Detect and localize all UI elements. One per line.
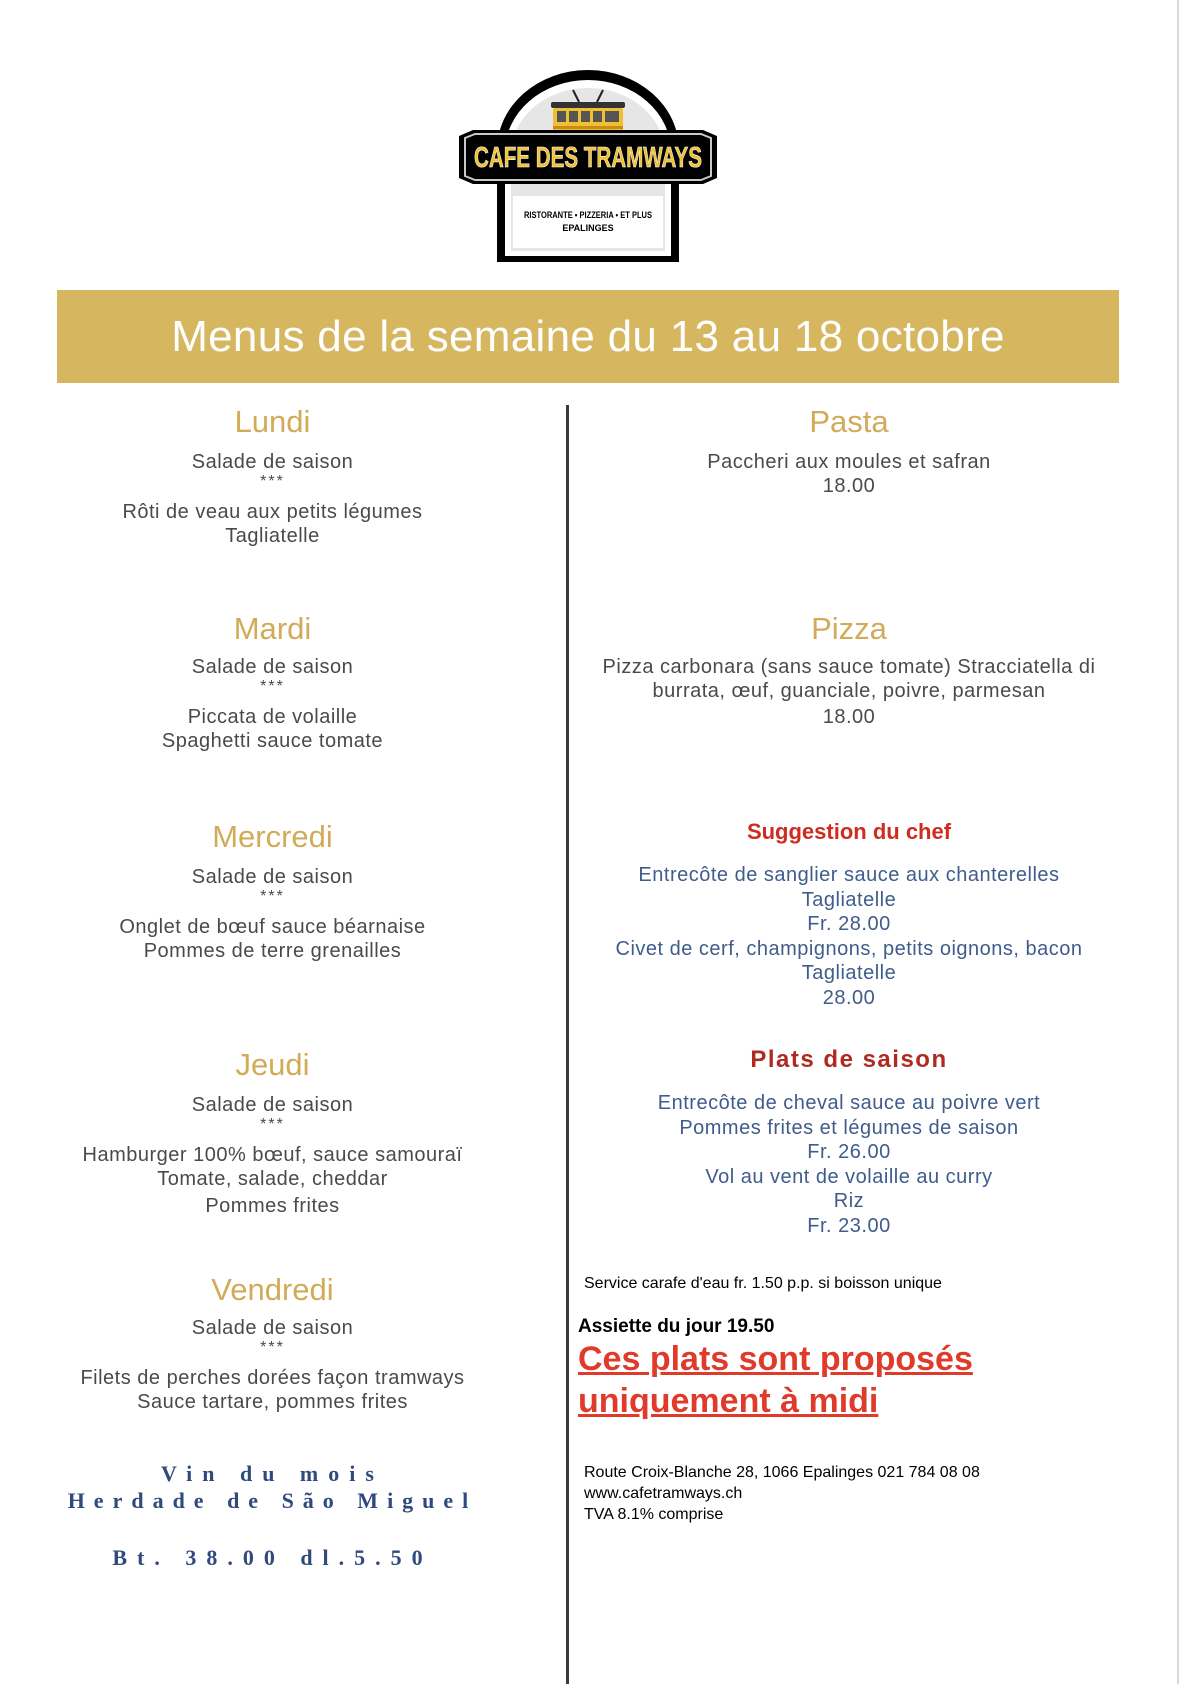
day-separator: *** <box>260 678 285 695</box>
chef-section <box>575 817 1123 1010</box>
chef-line: 28.00 <box>822 986 876 1009</box>
cafe-logo <box>455 70 721 270</box>
chef-line: Fr. 28.00 <box>807 913 891 935</box>
day-thursday <box>40 1045 505 1218</box>
chef-line: Tagliatelle <box>801 962 897 984</box>
day-tuesday <box>40 609 505 753</box>
chef-title: Suggestion du chef <box>746 819 952 844</box>
day-starter: Salade de saison <box>191 656 354 678</box>
pizza-title: Pizza <box>811 611 887 646</box>
day-main: Piccata de volaille <box>187 706 358 728</box>
saison-title: Plats de saison <box>750 1046 948 1073</box>
wine-price: Bt. 38.00 dl.5.50 <box>112 1545 433 1570</box>
day-separator: *** <box>260 473 285 490</box>
pasta-dish: Paccheri aux moules et safran <box>707 451 991 473</box>
day-side: Tagliatelle <box>225 525 320 547</box>
pizza-dish-line1: Pizza carbonara (sans sauce tomate) Stracciatella di <box>602 656 1096 678</box>
saison-line: Riz <box>833 1190 865 1212</box>
day-side: Pommes de terre grenailles <box>143 940 402 962</box>
pizza-price: 18.00 <box>822 706 876 728</box>
assiette-du-jour: Assiette du jour 19.50 <box>578 1316 775 1337</box>
week-banner <box>57 290 1119 383</box>
pasta-section <box>575 402 1123 498</box>
day-title: Mercredi <box>212 819 333 854</box>
website-link[interactable]: www.cafetramways.ch <box>584 1485 743 1502</box>
pizza-dish-line2: burrata, œuf, guanciale, poivre, parmesan <box>652 680 1046 702</box>
tram-logo-icon <box>455 70 721 270</box>
day-wednesday <box>40 817 505 963</box>
day-main: Rôti de veau aux petits légumes <box>122 501 423 523</box>
day-side: Tomate, salade, cheddar <box>157 1168 388 1190</box>
logo-name: CAFE DES TRAMWAYS <box>474 142 702 174</box>
logo-tagline: RISTORANTE • PIZZERIA • ET PLUS <box>524 210 652 220</box>
day-title: Mardi <box>233 611 312 646</box>
midi-line-1: Ces plats sont proposés <box>578 1340 973 1378</box>
day-starter: Salade de saison <box>191 451 354 473</box>
carafe-note: Service carafe d'eau fr. 1.50 p.p. si boisson unique <box>584 1275 942 1292</box>
day-main: Hamburger 100% bœuf, sauce samouraï <box>82 1144 463 1166</box>
day-side-2: Pommes frites <box>205 1195 340 1217</box>
day-main: Filets de perches dorées façon tramways <box>80 1367 465 1389</box>
midi-line-2: uniquement à midi <box>578 1382 879 1420</box>
chef-line: Entrecôte de sanglier sauce aux chanterelles <box>638 864 1060 886</box>
logo-location: EPALINGES <box>562 223 614 233</box>
day-side: Spaghetti sauce tomate <box>161 730 384 752</box>
day-starter: Salade de saison <box>191 1094 354 1116</box>
footer-info <box>584 1462 980 1525</box>
wine-label: Vin du mois <box>161 1461 384 1486</box>
chef-line: Tagliatelle <box>801 888 897 911</box>
saison-section <box>575 1045 1123 1238</box>
day-title: Vendredi <box>211 1272 334 1307</box>
saison-line: Fr. 23.00 <box>807 1214 891 1237</box>
day-starter: Salade de saison <box>191 1317 354 1339</box>
pasta-title: Pasta <box>809 404 889 439</box>
saison-line: Fr. 26.00 <box>807 1141 891 1163</box>
tva-note: TVA 8.1% comprise <box>584 1506 724 1523</box>
day-monday <box>40 402 505 548</box>
day-starter: Salade de saison <box>191 866 354 888</box>
pizza-section <box>575 609 1123 729</box>
address: Route Croix-Blanche 28, 1066 Epalinges 021 784 08 08 <box>584 1464 980 1481</box>
day-main: Onglet de bœuf sauce béarnaise <box>119 916 426 938</box>
day-separator: *** <box>260 1339 285 1356</box>
saison-line: Vol au vent de volaille au curry <box>705 1165 993 1188</box>
pasta-price: 18.00 <box>822 475 876 497</box>
saison-line: Pommes frites et légumes de saison <box>679 1116 1019 1139</box>
day-side: Sauce tartare, pommes frites <box>137 1391 408 1413</box>
day-title: Lundi <box>234 404 311 439</box>
day-separator: *** <box>260 1116 285 1133</box>
saison-line: Entrecôte de cheval sauce au poivre vert <box>657 1092 1041 1114</box>
column-divider <box>566 405 569 1684</box>
day-separator: *** <box>260 888 285 905</box>
day-title: Jeudi <box>235 1047 310 1082</box>
chef-line: Civet de cerf, champignons, petits oignons, bacon <box>615 937 1083 960</box>
banner-title: Menus de la semaine du 13 au 18 octobre <box>171 311 1005 361</box>
wine-name: Herdade de São Miguel <box>67 1488 478 1513</box>
midi-notice <box>578 1338 1138 1422</box>
day-friday <box>40 1270 505 1414</box>
